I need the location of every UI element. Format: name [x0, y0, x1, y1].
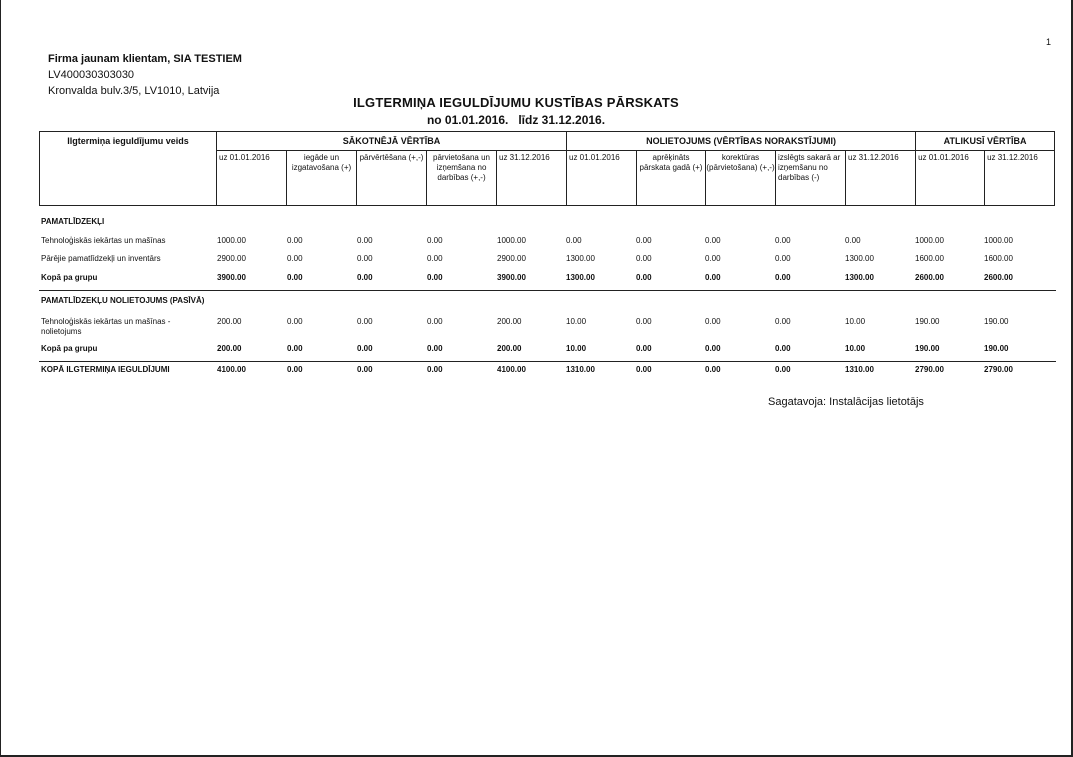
subcolumn-header: pārvērtēšana (+,-) [357, 151, 427, 206]
value-cell: 0.00 [636, 254, 652, 263]
value-cell: 3900.00 [217, 273, 246, 282]
subcolumn-header: pārvietošana un izņemšana no darbības (+,-) [427, 151, 497, 206]
value-cell: 0.00 [775, 317, 791, 326]
table-header [39, 131, 1055, 206]
divider [39, 361, 1056, 362]
value-cell: 4100.00 [217, 365, 246, 374]
value-cell: 1310.00 [566, 365, 595, 374]
value-cell: 200.00 [217, 344, 242, 353]
report-title: ILGTERMIŅA IEGULDĪJUMU KUSTĪBAS PĀRSKATS [353, 95, 679, 110]
subcolumn-header: iegāde un izgatavošana (+) [287, 151, 357, 206]
value-cell: 0.00 [357, 236, 373, 245]
value-cell: 0.00 [287, 317, 303, 326]
value-cell: 10.00 [845, 317, 866, 326]
value-cell: 0.00 [775, 344, 791, 353]
value-cell: 190.00 [915, 317, 940, 326]
value-cell: 0.00 [357, 365, 373, 374]
value-cell: 0.00 [287, 344, 303, 353]
value-cell: 2900.00 [217, 254, 246, 263]
table-row [39, 315, 1056, 336]
value-cell: 1300.00 [845, 254, 874, 263]
value-cell: 0.00 [705, 317, 721, 326]
subcolumn-header: uz 01.01.2016 [567, 151, 637, 206]
value-cell: 0.00 [705, 344, 721, 353]
value-cell: 2790.00 [915, 365, 944, 374]
group-total-row [39, 342, 1056, 356]
value-cell: 0.00 [775, 365, 791, 374]
report-period: no 01.01.2016. līdz 31.12.2016. [426, 113, 606, 127]
subcolumn-header: uz 31.12.2016 [985, 151, 1055, 206]
value-cell: 0.00 [287, 365, 303, 374]
value-cell: 0.00 [287, 273, 303, 282]
value-cell: 0.00 [775, 236, 791, 245]
page-number: 1 [1045, 37, 1051, 47]
value-cell: 0.00 [287, 254, 303, 263]
value-cell: 1600.00 [984, 254, 1013, 263]
value-cell: 2900.00 [497, 254, 526, 263]
value-cell: 2600.00 [984, 273, 1013, 282]
value-cell: 10.00 [845, 344, 866, 353]
value-cell: 190.00 [984, 344, 1009, 353]
row-label: Tehnoloģiskās iekārtas un mašīnas [41, 236, 166, 245]
value-cell: 1300.00 [566, 254, 595, 263]
value-cell: 0.00 [427, 254, 443, 263]
value-cell: 1000.00 [984, 236, 1013, 245]
value-cell: 190.00 [915, 344, 940, 353]
value-cell: 0.00 [357, 273, 373, 282]
value-cell: 0.00 [705, 273, 721, 282]
value-cell: 1300.00 [566, 273, 595, 282]
value-cell: 0.00 [775, 273, 791, 282]
value-cell: 200.00 [497, 344, 522, 353]
value-cell: 4100.00 [497, 365, 526, 374]
group-total-row [39, 271, 1056, 285]
value-cell: 1000.00 [497, 236, 526, 245]
value-cell: 3900.00 [497, 273, 526, 282]
value-cell: 1310.00 [845, 365, 874, 374]
value-cell: 1600.00 [915, 254, 944, 263]
value-cell: 1300.00 [845, 273, 874, 282]
value-cell: 0.00 [705, 365, 721, 374]
value-cell: 0.00 [357, 317, 373, 326]
company-name: Firma jaunam klientam, SIA TESTIEM [48, 53, 242, 65]
value-cell: 0.00 [636, 273, 652, 282]
value-cell: 200.00 [217, 317, 242, 326]
value-cell: 0.00 [357, 344, 373, 353]
value-cell: 2790.00 [984, 365, 1013, 374]
value-cell: 0.00 [775, 254, 791, 263]
table-row [39, 252, 1056, 266]
value-cell: 2600.00 [915, 273, 944, 282]
value-cell: 190.00 [984, 317, 1009, 326]
subcolumn-header: izslēgts sakarā ar izņemšanu no darbības (-) [776, 151, 846, 206]
value-cell: 0.00 [636, 344, 652, 353]
group-header-residual-value: ATLIKUSĪ VĒRTĪBA [916, 132, 1055, 151]
value-cell: 0.00 [287, 236, 303, 245]
value-cell: 0.00 [845, 236, 861, 245]
value-cell: 0.00 [427, 273, 443, 282]
row-label: Tehnoloģiskās iekārtas un mašīnas - nolietojums [41, 317, 171, 336]
value-cell: 0.00 [427, 236, 443, 245]
subcolumn-header: uz 31.12.2016 [846, 151, 916, 206]
value-cell: 0.00 [705, 254, 721, 263]
subcolumn-header: uz 01.01.2016 [916, 151, 985, 206]
divider [39, 290, 1056, 291]
subcolumn-header: aprēķināts pārskata gadā (+) [637, 151, 706, 206]
value-cell: 0.00 [636, 365, 652, 374]
group-header-depreciation: NOLIETOJUMS (VĒRTĪBAS NORAKSTĪJUMI) [567, 132, 916, 151]
row-label: KOPĀ ILGTERMIŅA IEGULDĪJUMI [41, 365, 170, 374]
type-column-header: Ilgtermiņa ieguldījumu veids [40, 132, 217, 206]
row-label: Kopā pa grupu [41, 344, 98, 353]
company-block [48, 51, 242, 99]
value-cell: 0.00 [705, 236, 721, 245]
row-label: Kopā pa grupu [41, 273, 98, 282]
group-header-initial-value: SĀKOTNĒJĀ VĒRTĪBA [217, 132, 567, 151]
subcolumn-header: korektūras (pārvietošana) (+,-) [706, 151, 776, 206]
value-cell: 0.00 [357, 254, 373, 263]
row-label: Pārējie pamatlīdzekļi un inventārs [41, 254, 161, 263]
prepared-by: Sagatavoja: Instalācijas lietotājs [768, 396, 924, 408]
table-row [39, 234, 1056, 248]
value-cell: 0.00 [636, 317, 652, 326]
company-address: Kronvalda bulv.3/5, LV1010, Latvija [48, 85, 220, 97]
grand-total-row [39, 363, 1056, 377]
subcolumn-header: uz 01.01.2016 [217, 151, 287, 206]
subcolumn-header: uz 31.12.2016 [497, 151, 567, 206]
value-cell: 0.00 [427, 365, 443, 374]
section-title: PAMATLĪDZEKĻI [41, 217, 105, 226]
value-cell: 0.00 [566, 236, 582, 245]
value-cell: 0.00 [427, 344, 443, 353]
value-cell: 10.00 [566, 344, 587, 353]
value-cell: 1000.00 [915, 236, 944, 245]
value-cell: 10.00 [566, 317, 587, 326]
value-cell: 1000.00 [217, 236, 246, 245]
value-cell: 200.00 [497, 317, 522, 326]
company-reg-no: LV400030303030 [48, 69, 135, 81]
section-title: PAMATLĪDZEKĻU NOLIETOJUMS (PASĪVĀ) [41, 296, 205, 305]
value-cell: 0.00 [636, 236, 652, 245]
value-cell: 0.00 [427, 317, 443, 326]
